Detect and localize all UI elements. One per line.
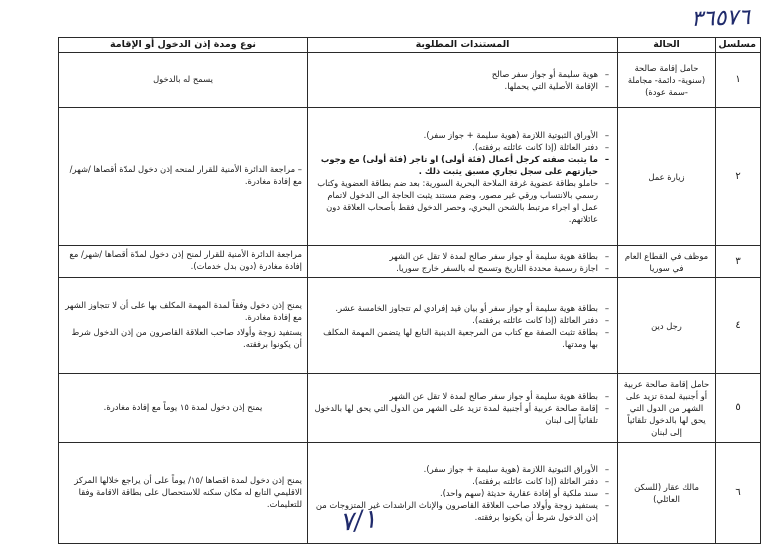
row-documents bbox=[308, 278, 618, 374]
document-item: – بطاقة تثبت الصفة مع كتاب من المرجعية الدينية التابع لها يتضمن المهمة المكلف بها ومدتها. bbox=[313, 326, 598, 350]
document-item: – حاملو بطاقة عضوية غرفة الملاحة البحرية السورية: بعد ضم بطاقة العضوية وكتاب رسمي بالانتساب ورقي غير مصور، وضم مستند يثبت الحاجة الى الدخول لاتمام عمل او اجراء مرتبط بالشحن البحري، وحصر الدخول فقط بأصحاب العلاقة دون عائلاتهم. bbox=[313, 177, 598, 225]
document-item: – دفتر العائلة (إذا كانت عائلته برفقته). bbox=[313, 475, 598, 487]
row-permit bbox=[59, 278, 308, 374]
row-permit bbox=[59, 53, 308, 108]
table-row bbox=[59, 443, 761, 544]
row-permit bbox=[59, 443, 308, 544]
row-status: مالك عقار (للسكن العائلي) bbox=[618, 443, 716, 544]
document-item: – ما يثبت صفته كرجل أعمال (فئة أولى) او تاجر (فئة أولى) مع وجوب حيازتهم على سجل تجاري مسبق يثبت ذلك . bbox=[313, 153, 598, 177]
document-item: – الإقامة الأصلية التي يحملها. bbox=[313, 80, 598, 92]
row-serial: ٦ bbox=[716, 443, 761, 544]
table-row bbox=[59, 278, 761, 374]
document-item: – دفتر العائلة (إذا كانت عائلته برفقته). bbox=[313, 314, 598, 326]
document-item: – بطاقة هوية سليمة أو جواز سفر أو بيان قيد إفرادي لم تتجاوز الخامسة عشر. bbox=[313, 302, 598, 314]
entry-permit-table bbox=[58, 37, 761, 544]
document-item: – هوية سليمة أو جواز سفر صالح bbox=[313, 68, 598, 80]
header-documents: المستندات المطلوبة bbox=[308, 38, 618, 53]
row-status: زيارة عمل bbox=[618, 108, 716, 246]
row-status: حامل إقامة صالحة عربية أو أجنبية لمدة تزيد على الشهر من الدول التي يحق لها بالدخول تلقائياً إلى لبنان bbox=[618, 374, 716, 443]
document-item: – يستفيد زوجة وأولاد صاحب العلاقة القاصرون والإناث الراشدات غير المتزوجات من إذن الدخول شرط أن يكونوا برفقته. bbox=[313, 499, 598, 523]
row-serial: ٤ bbox=[716, 278, 761, 374]
permit-text: يمنح إذن دخول وفقاً لمدة المهمة المكلف بها على أن لا تتجاوز الشهر مع إفادة مغادرة. bbox=[65, 299, 302, 322]
table-row bbox=[59, 53, 761, 108]
document-item: – الأوراق الثبوتية اللازمة (هوية سليمة + جواز سفر). bbox=[313, 463, 598, 475]
table-row bbox=[59, 246, 761, 278]
row-documents bbox=[308, 246, 618, 278]
row-permit bbox=[59, 108, 308, 246]
row-status: موظف في القطاع العام في سوريا bbox=[618, 246, 716, 278]
row-documents bbox=[308, 108, 618, 246]
table-row bbox=[59, 108, 761, 246]
document-item: – إقامة صالحة عربية أو أجنبية لمدة تزيد على الشهر من الدول التي يحق لها بالدخول تلقائياً إلى لبنان bbox=[313, 402, 598, 426]
row-status: رجل دين bbox=[618, 278, 716, 374]
table-header-row bbox=[59, 38, 761, 53]
row-serial: ٣ bbox=[716, 246, 761, 278]
permit-text: يمنح إذن دخول لمدة ١٥ يوماً مع إفادة مغادرة. bbox=[103, 401, 263, 412]
document-item: – بطاقة هوية سليمة أو جواز سفر صالح لمدة لا تقل عن الشهر bbox=[313, 250, 598, 262]
permit-text: يستفيد زوجة وأولاد صاحب العلاقة القاصرون من إذن الدخول شرط أن يكونوا برفقته. bbox=[71, 326, 302, 349]
row-serial: ٥ bbox=[716, 374, 761, 443]
row-documents bbox=[308, 374, 618, 443]
header-permit: نوع ومدة إذن الدخول أو الإقامة bbox=[59, 38, 308, 53]
row-status: حامل إقامة صالحة (سنوية- دائمة- مجاملة -سمة عودة) bbox=[618, 53, 716, 108]
handwritten-page-number: ٧/١ bbox=[338, 504, 379, 538]
header-status: الحالة bbox=[618, 38, 716, 53]
permit-text: – مراجعة الدائرة الأمنية للقرار لمنحه إذن دخول لمدّة أقصاها /شهر/ مع إفادة مغادرة. bbox=[69, 164, 302, 186]
document-item: – الأوراق الثبوتية اللازمة (هوية سليمة + جواز سفر). bbox=[313, 129, 598, 141]
row-permit bbox=[59, 246, 308, 278]
document-item: – دفتر العائلة (إذا كانت عائلته برفقته). bbox=[313, 141, 598, 153]
permit-text: يسمح له بالدخول bbox=[153, 73, 213, 84]
row-permit bbox=[59, 374, 308, 443]
handwritten-reference-number: ٣٦٥٧٦ bbox=[690, 4, 751, 33]
row-serial: ٢ bbox=[716, 108, 761, 246]
document-item: – اجازة رسمية محددة التاريخ وتسمح له بالسفر خارج سوريا. bbox=[313, 262, 598, 274]
header-serial: مسلسل bbox=[716, 38, 761, 53]
row-serial: ١ bbox=[716, 53, 761, 108]
row-documents bbox=[308, 53, 618, 108]
permit-text: مراجعة الدائرة الأمنية للقرار لمنح إذن دخول لمدّة أقصاها /شهر/ مع إفادة مغادرة (دون بدل خدمات). bbox=[69, 249, 302, 271]
document-item: – بطاقة هوية سليمة أو جواز سفر صالح لمدة لا تقل عن الشهر bbox=[313, 390, 598, 402]
document-item: – سند ملكية أو إفادة عقارية حديثة (سهم واحد). bbox=[313, 487, 598, 499]
table-row bbox=[59, 374, 761, 443]
permit-text: يمنح إذن دخول لمدة اقصاها /١٥/ يوماً على أن يراجع خلالها المركز الاقليمي التابع له مكان سكنه للاستحصال على بطاقة الاقامة وفقا للتعليمات. bbox=[74, 474, 302, 509]
